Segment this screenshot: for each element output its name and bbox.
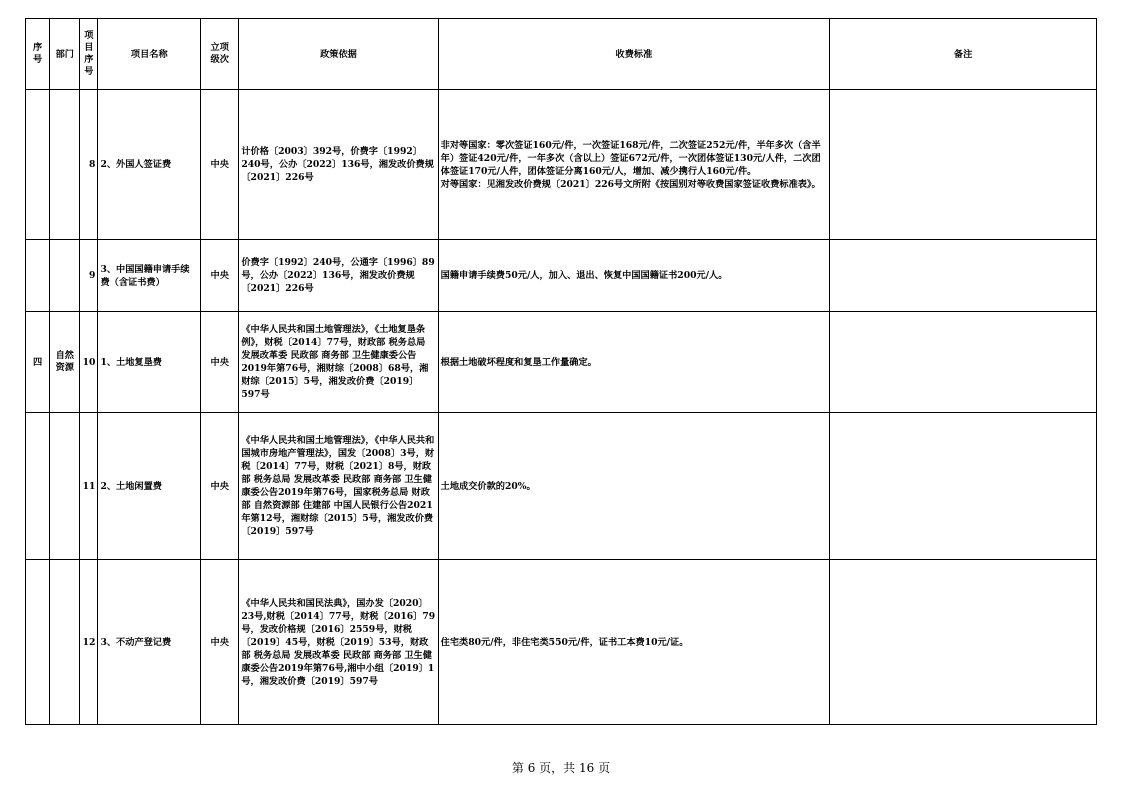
cell-item-name: 2、土地闲置费 <box>98 413 201 560</box>
cell-standard: 国籍申请手续费50元/人，加入、退出、恢复中国国籍证书200元/人。 <box>438 240 830 312</box>
header-standard: 收费标准 <box>438 19 830 90</box>
cell-item-seq: 8 <box>80 90 98 240</box>
cell-policy: 《中华人民共和国土地管理法》，《中华人民共和国城市房地产管理法》，国发〔2008〕3号，财税〔2014〕77号，财税〔2021〕8号，财政部 税务总局 发展改革委 民政部 商务部 卫生健康委公告2019年第76号，国家税务总局 财政部 自然资源部 住建部 中国人民银行公告2021年第12号，湘财综〔2015〕5号，湘发改价费〔2019〕597号 <box>239 413 438 560</box>
cell-dept <box>50 90 80 240</box>
cell-seq <box>26 560 50 725</box>
cell-item-name: 3、不动产登记费 <box>98 560 201 725</box>
cell-policy: 《中华人民共和国土地管理法》，《土地复垦条例》，财税〔2014〕77号，财政部 税务总局 发展改革委 民政部 商务部 卫生健康委公告2019年第76号，湘财综〔2008〕68号，湘财综〔2015〕5号，湘发改价费〔2019〕597号 <box>239 312 438 413</box>
header-dept: 部门 <box>50 19 80 90</box>
cell-dept <box>50 560 80 725</box>
header-item-seq: 项目序号 <box>80 19 98 90</box>
table-row <box>26 560 1097 725</box>
cell-item-seq: 11 <box>80 413 98 560</box>
cell-item-seq: 12 <box>80 560 98 725</box>
cell-seq: 四 <box>26 312 50 413</box>
cell-remark <box>830 312 1097 413</box>
table-row <box>26 90 1097 240</box>
cell-policy: 价费字〔1992〕240号，公通字〔1996〕89号，公办〔2022〕136号，湘发改价费规〔2021〕226号 <box>239 240 438 312</box>
cell-remark <box>830 413 1097 560</box>
cell-remark <box>830 240 1097 312</box>
cell-dept: 自然资源 <box>50 312 80 413</box>
cell-dept <box>50 240 80 312</box>
table-row <box>26 413 1097 560</box>
table-row <box>26 240 1097 312</box>
cell-level: 中央 <box>201 240 239 312</box>
cell-standard: 住宅类80元/件，非住宅类550元/件，证书工本费10元/证。 <box>438 560 830 725</box>
cell-remark <box>830 90 1097 240</box>
fee-table <box>25 18 1097 725</box>
cell-remark <box>830 560 1097 725</box>
cell-item-name: 3、中国国籍申请手续费（含证书费） <box>98 240 201 312</box>
header-remark: 备注 <box>830 19 1097 90</box>
cell-policy: 计价格〔2003〕392号，价费字〔1992〕240号，公办〔2022〕136号，湘发改价费规〔2021〕226号 <box>239 90 438 240</box>
cell-item-seq: 10 <box>80 312 98 413</box>
cell-standard: 根据土地破坏程度和复垦工作量确定。 <box>438 312 830 413</box>
page-number: 第 6 页，共 16 页 <box>511 761 611 775</box>
header-policy: 政策依据 <box>239 19 438 90</box>
cell-level: 中央 <box>201 413 239 560</box>
cell-seq <box>26 90 50 240</box>
cell-item-name: 2、外国人签证费 <box>98 90 201 240</box>
cell-standard: 土地成交价款的20%。 <box>438 413 830 560</box>
cell-level: 中央 <box>201 90 239 240</box>
cell-level: 中央 <box>201 560 239 725</box>
cell-standard: 非对等国家：零次签证160元/件，一次签证168元/件，二次签证252元/件，半年多次（含半年）签证420元/件，一年多次（含以上）签证672元/件，一次团体签证130元/人件，二次团体签证170元/人件，团体签证分离160元/人，增加、减少携行人160元/件。 对等国家：见湘发改价费规〔2021〕226号文所附《按国别对等收费国家签证收费标准表》。 <box>438 90 830 240</box>
header-seq: 序号 <box>26 19 50 90</box>
cell-seq <box>26 413 50 560</box>
table-header-row <box>26 19 1097 90</box>
cell-seq <box>26 240 50 312</box>
table-row <box>26 312 1097 413</box>
header-item-name: 项目名称 <box>98 19 201 90</box>
cell-item-name: 1、土地复垦费 <box>98 312 201 413</box>
cell-item-seq: 9 <box>80 240 98 312</box>
cell-dept <box>50 413 80 560</box>
header-level: 立项级次 <box>201 19 239 90</box>
cell-level: 中央 <box>201 312 239 413</box>
cell-policy: 《中华人民共和国民法典》，国办发〔2020〕23号,财税〔2014〕77号，财税〔2016〕79号，发改价格规〔2016〕2559号，财税〔2019〕45号，财税〔2019〕53号，财政部 税务总局 发展改革委 民政部 商务部 卫生健康委公告2019年第76号,湘中小组〔2019〕1号，湘发改价费〔2019〕597号 <box>239 560 438 725</box>
